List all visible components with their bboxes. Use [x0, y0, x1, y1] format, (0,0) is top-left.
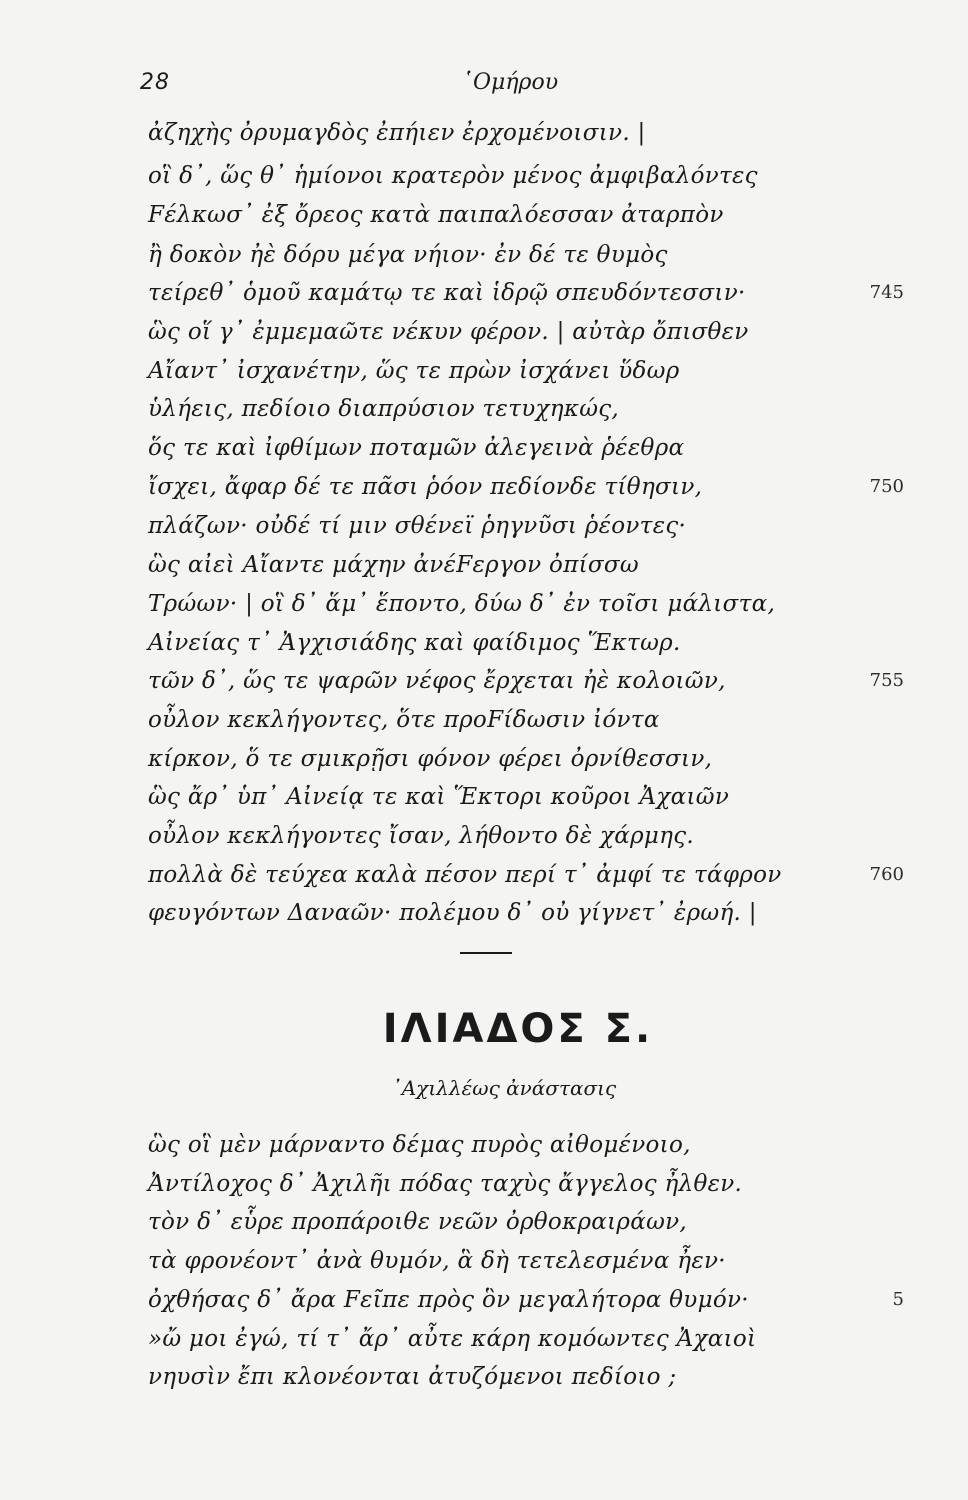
verse-line: τείρεθ᾽ ὁμοῦ καμάτῳ τε καὶ ἱδρῷ σπευδόντεσσιν· [148, 280, 746, 306]
verse-line: Ἀντίλοχος δ᾽ Ἀχιλῆι πόδας ταχὺς ἄγγελος ἦλθεν. [148, 1171, 743, 1197]
verse-line: Αἰνείας τ᾽ Ἀγχισιάδης καὶ φαίδιμος Ἕκτωρ. [148, 630, 681, 656]
verse-line: ὣς οἳ μὲν μάρναντο δέμας πυρὸς αἰθομένοιο, [148, 1132, 691, 1158]
book-subtitle: ᾽Αχιλλέως ἀνάστασις [391, 1076, 617, 1100]
running-head: ῾Ομήρου [462, 70, 559, 95]
verse-line: φευγόντων Δαναῶν· πολέμου δ᾽ οὐ γίγνετ᾽ ἐρωή. | [148, 900, 757, 926]
verse-line: ὣς οἵ γ᾽ ἐμμεμαῶτε νέκυν φέρον. | αὐτὰρ ὄπισθεν [148, 319, 749, 345]
verse-line: τὸν δ᾽ εὗρε προπάροιθε νεῶν ὀρθοκραιράων, [148, 1209, 688, 1235]
verse-line: οὖλον κεκλήγοντες ἴσαν, λήθοντο δὲ χάρμης. [148, 823, 695, 849]
verse-line: τῶν δ᾽, ὥς τε ψαρῶν νέφος ἔρχεται ἠὲ κολοιῶν, [148, 668, 726, 694]
verse-line: οὖλον κεκλήγοντες, ὅτε προFίδωσιν ἰόντα [148, 707, 660, 733]
verse-line: ὑλήεις, πεδίοιο διαπρύσιον τετυχηκώς, [148, 396, 620, 422]
verse-line: τὰ φρονέοντ᾽ ἀνὰ θυμόν, ἃ δὴ τετελεσμένα ἦεν· [148, 1248, 726, 1274]
verse-line: ὣς αἰεὶ Αἴαντε μάχην ἀνέFεργον ὀπίσσω [148, 552, 639, 578]
verse-line: οἳ δ᾽, ὥς θ᾽ ἡμίονοι κρατερὸν μένος ἀμφιβαλόντες [148, 163, 758, 189]
line-number: 755 [869, 670, 904, 691]
line-number: 750 [869, 476, 904, 497]
verse-line: ἴσχει, ἄφαρ δέ τε πᾶσι ῥόον πεδίονδε τίθησιν, [148, 474, 703, 500]
line-number: 5 [892, 1289, 904, 1310]
verse-line: Τρώων· | οἳ δ᾽ ἅμ᾽ ἕποντο, δύω δ᾽ ἐν τοῖσι μάλιστα, [148, 591, 776, 617]
section-divider [460, 952, 512, 954]
verse-line: κίρκον, ὅ τε σμικρῇσι φόνον φέρει ὀρνίθεσσιν, [148, 746, 713, 772]
verse-line: ἀζηχὴς ὀρυμαγδὸς ἐπήιεν ἐρχομένοισιν. | [148, 120, 646, 146]
verse-line: Fέλκωσ᾽ ἐξ ὄρεος κατὰ παιπαλόεσσαν ἀταρπὸν [148, 202, 724, 228]
verse-line: ὀχθήσας δ᾽ ἄρα Fεῖπε πρὸς ὃν μεγαλήτορα θυμόν· [148, 1287, 749, 1313]
verse-line: ἢ δοκὸν ἠὲ δόρυ μέγα νήιον· ἐν δέ τε θυμὸς [148, 242, 668, 268]
verse-line: Αἴαντ᾽ ἰσχανέτην, ὥς τε πρὼν ἰσχάνει ὕδωρ [148, 358, 680, 384]
verse-line: ὅς τε καὶ ἰφθίμων ποταμῶν ἀλεγεινὰ ῥέεθρα [148, 435, 685, 461]
page-number: 28 [140, 70, 170, 95]
verse-line: νηυσὶν ἔπι κλονέονται ἀτυζόμενοι πεδίοιο ; [148, 1364, 677, 1390]
verse-line: ὣς ἄρ᾽ ὑπ᾽ Αἰνείᾳ τε καὶ Ἕκτορι κοῦροι Ἀχαιῶν [148, 784, 730, 810]
line-number: 760 [869, 864, 904, 885]
verse-line: πολλὰ δὲ τεύχεα καλὰ πέσον περί τ᾽ ἀμφί τε τάφρον [148, 862, 782, 888]
verse-line: »ὤ μοι ἐγώ, τί τ᾽ ἄρ᾽ αὖτε κάρη κομόωντες Ἀχαιοὶ [148, 1326, 757, 1352]
line-number: 745 [869, 282, 904, 303]
book-title: ΙΛΙΑΔΟΣ Σ. [382, 1006, 654, 1052]
verse-line: πλάζων· οὐδέ τί μιν σθένεϊ ῥηγνῦσι ῥέοντες· [148, 513, 687, 539]
